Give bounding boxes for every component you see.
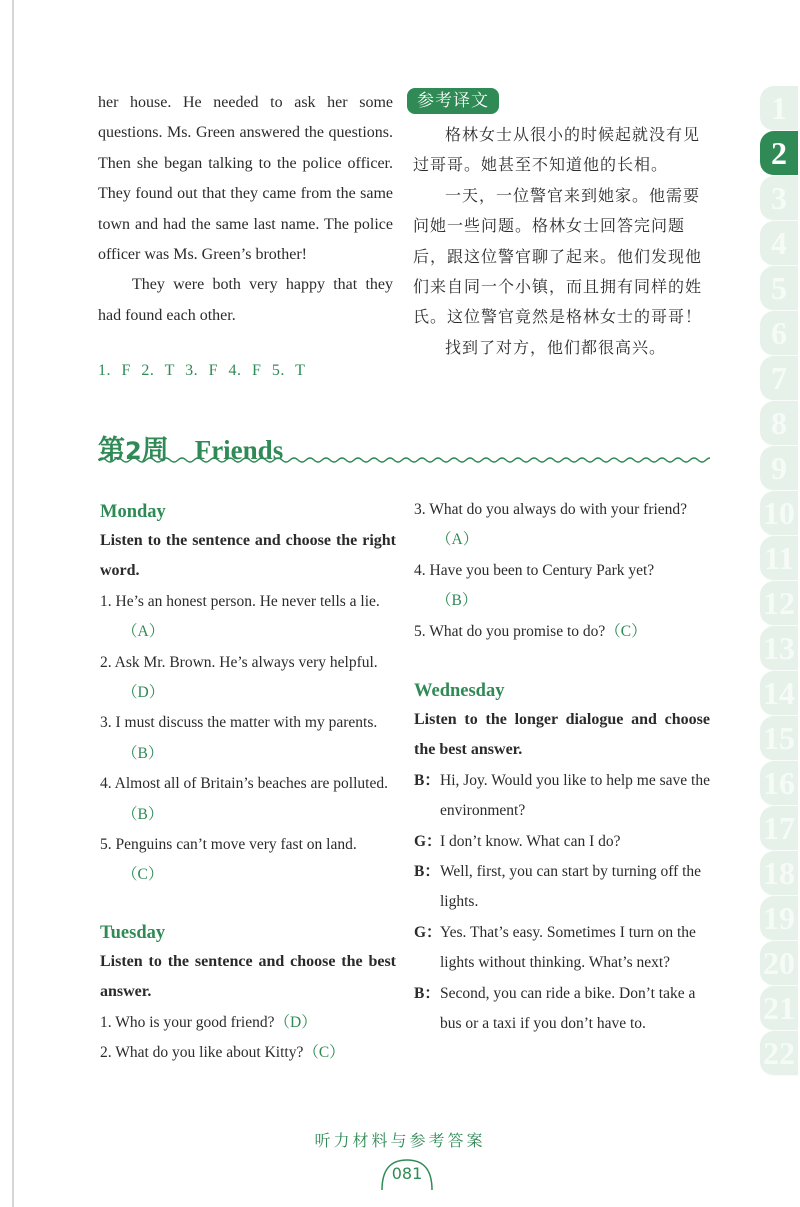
question-text: 4. Have you been to Century Park yet? — [414, 561, 655, 579]
story-answers: 1. F 2. T 3. F 4. F 5. T — [98, 362, 306, 379]
chapter-tab[interactable]: 22 — [760, 1031, 798, 1076]
chapter-tab[interactable]: 19 — [760, 896, 798, 941]
chapter-tab[interactable]: 17 — [760, 806, 798, 851]
page-number-badge — [378, 1154, 436, 1194]
question-item — [414, 495, 710, 556]
dialogue-text: Hi, Joy. Would you like to help me save the environment? — [440, 771, 710, 820]
answer-choice: （C） — [303, 1044, 345, 1062]
translation-label: 参考译文 — [407, 88, 499, 114]
week-number: 2 — [125, 437, 142, 465]
answer-choice: （C） — [605, 622, 647, 640]
speaker: B： — [414, 863, 440, 881]
translation-paragraph: 找到了对方，他们都很高兴。 — [445, 337, 667, 357]
page-binding-rule — [12, 0, 14, 1207]
week-prefix: 第 — [98, 435, 125, 465]
wednesday-instruction: Listen to the longer dialogue and choose the best answer. — [414, 711, 710, 759]
dialogue-text: Well, first, you can start by turning off the lights. — [440, 863, 702, 911]
story-english — [98, 88, 393, 331]
story-translation — [413, 120, 708, 363]
wavy-divider — [98, 455, 710, 465]
chapter-tabs — [760, 86, 800, 1076]
left-column — [100, 498, 396, 1069]
question-item — [414, 556, 710, 617]
answer-choice: （D） — [122, 684, 165, 702]
answer-choice: （B） — [122, 744, 164, 762]
question-text: 5. What do you promise to do? — [414, 622, 606, 640]
chapter-tab[interactable]: 16 — [760, 761, 798, 806]
chapter-tab[interactable]: 10 — [760, 491, 798, 536]
chapter-tab[interactable]: 5 — [760, 266, 798, 311]
story-paragraph: They were both very happy that they had found each other. — [98, 276, 393, 324]
question-item — [100, 648, 396, 709]
question-text: 1. Who is your good friend? — [100, 1013, 275, 1031]
speaker: G： — [414, 923, 442, 941]
week-name: Friends — [194, 435, 284, 465]
chapter-tab[interactable]: 18 — [760, 851, 798, 896]
chapter-tab[interactable]: 14 — [760, 671, 798, 716]
question-item — [100, 708, 396, 769]
chapter-tab[interactable]: 1 — [760, 86, 798, 131]
day-title-tuesday: Tuesday — [100, 922, 166, 943]
question-text: 5. Penguins can’t move very fast on land. — [100, 836, 357, 854]
answer-choice: （A） — [122, 623, 165, 641]
question-item — [100, 587, 396, 648]
chapter-tab-active[interactable]: 2 — [760, 131, 798, 176]
speaker: G： — [414, 832, 442, 850]
question-text: 1. He’s an honest person. He never tells a lie. — [100, 592, 380, 610]
week-suffix: 周 — [141, 435, 169, 465]
tuesday-instruction: Listen to the sentence and choose the best answer. — [100, 952, 396, 1001]
answer-choice: （C） — [122, 866, 164, 884]
chapter-tab[interactable]: 20 — [760, 941, 798, 986]
answer-choice: （B） — [436, 592, 478, 610]
speaker: B： — [414, 984, 440, 1002]
dialogue-text: Second, you can ride a bike. Don’t take a bus or a taxi if you don’t have to. — [440, 984, 696, 1033]
question-text: 2. What do you like about Kitty? — [100, 1044, 304, 1062]
chapter-tab[interactable]: 7 — [760, 356, 798, 401]
dialogue-line — [414, 918, 710, 979]
question-item — [100, 830, 396, 891]
dialogue-line — [414, 979, 710, 1040]
question-item — [100, 769, 396, 830]
chapter-tab[interactable]: 4 — [760, 221, 798, 266]
chapter-tab[interactable]: 6 — [760, 311, 798, 356]
dialogue-line — [414, 857, 710, 918]
chapter-tab[interactable]: 12 — [760, 581, 798, 626]
page-number: 081 — [391, 1164, 423, 1183]
monday-instruction: Listen to the sentence and choose the right word. — [100, 532, 396, 580]
question-text: 3. What do you always do with your friend? — [414, 501, 688, 518]
question-item — [100, 1008, 396, 1038]
day-title-wednesday: Wednesday — [414, 681, 505, 702]
dialogue-line — [414, 766, 710, 827]
right-column — [414, 495, 710, 1040]
question-text: 3. I must discuss the matter with my parents. — [100, 714, 378, 732]
question-item — [100, 1038, 396, 1068]
question-text: 4. Almost all of Britain’s beaches are polluted. — [100, 775, 388, 793]
answer-choice: （A） — [436, 531, 479, 549]
chapter-tab[interactable]: 3 — [760, 176, 798, 221]
question-text: 2. Ask Mr. Brown. He’s always very helpful. — [100, 653, 378, 671]
dialogue-line — [414, 827, 710, 857]
translation-paragraph: 格林女士从很小的时候起就没有见过哥哥。她甚至不知道他的长相。 — [413, 125, 701, 175]
translation-paragraph: 一天，一位警官来到她家。他需要问她一些问题。格林女士回答完问题后，跟这位警官聊了起来。他们发现他们来自同一个小镇，而且拥有同样的姓氏。这位警官竟然是格林女士的哥哥！ — [413, 185, 703, 327]
answer-choice: （B） — [122, 805, 164, 823]
chapter-tab[interactable]: 21 — [760, 986, 798, 1031]
chapter-tab[interactable]: 13 — [760, 626, 798, 671]
speaker: B： — [414, 771, 440, 789]
question-item — [414, 617, 710, 647]
dialogue-text: I don’t know. What can I do? — [440, 832, 621, 850]
answer-choice: （D） — [274, 1013, 317, 1031]
chapter-tab[interactable]: 9 — [760, 446, 798, 491]
day-title-monday: Monday — [100, 502, 166, 522]
dialogue-text: Yes. That’s easy. Sometimes I turn on the lights without thinking. What’s next? — [440, 923, 696, 972]
chapter-tab[interactable]: 11 — [760, 536, 798, 581]
footer-title: 听力材料与参考答案 — [314, 1131, 486, 1150]
story-paragraph: her house. He needed to ask her some questions. Ms. Green answered the questions. Then she began talking to the police officer. They found out that they came from the same town and had the same last name. The police officer was Ms. Green’s brother! — [98, 94, 393, 264]
chapter-tab[interactable]: 8 — [760, 401, 798, 446]
chapter-tab[interactable]: 15 — [760, 716, 798, 761]
